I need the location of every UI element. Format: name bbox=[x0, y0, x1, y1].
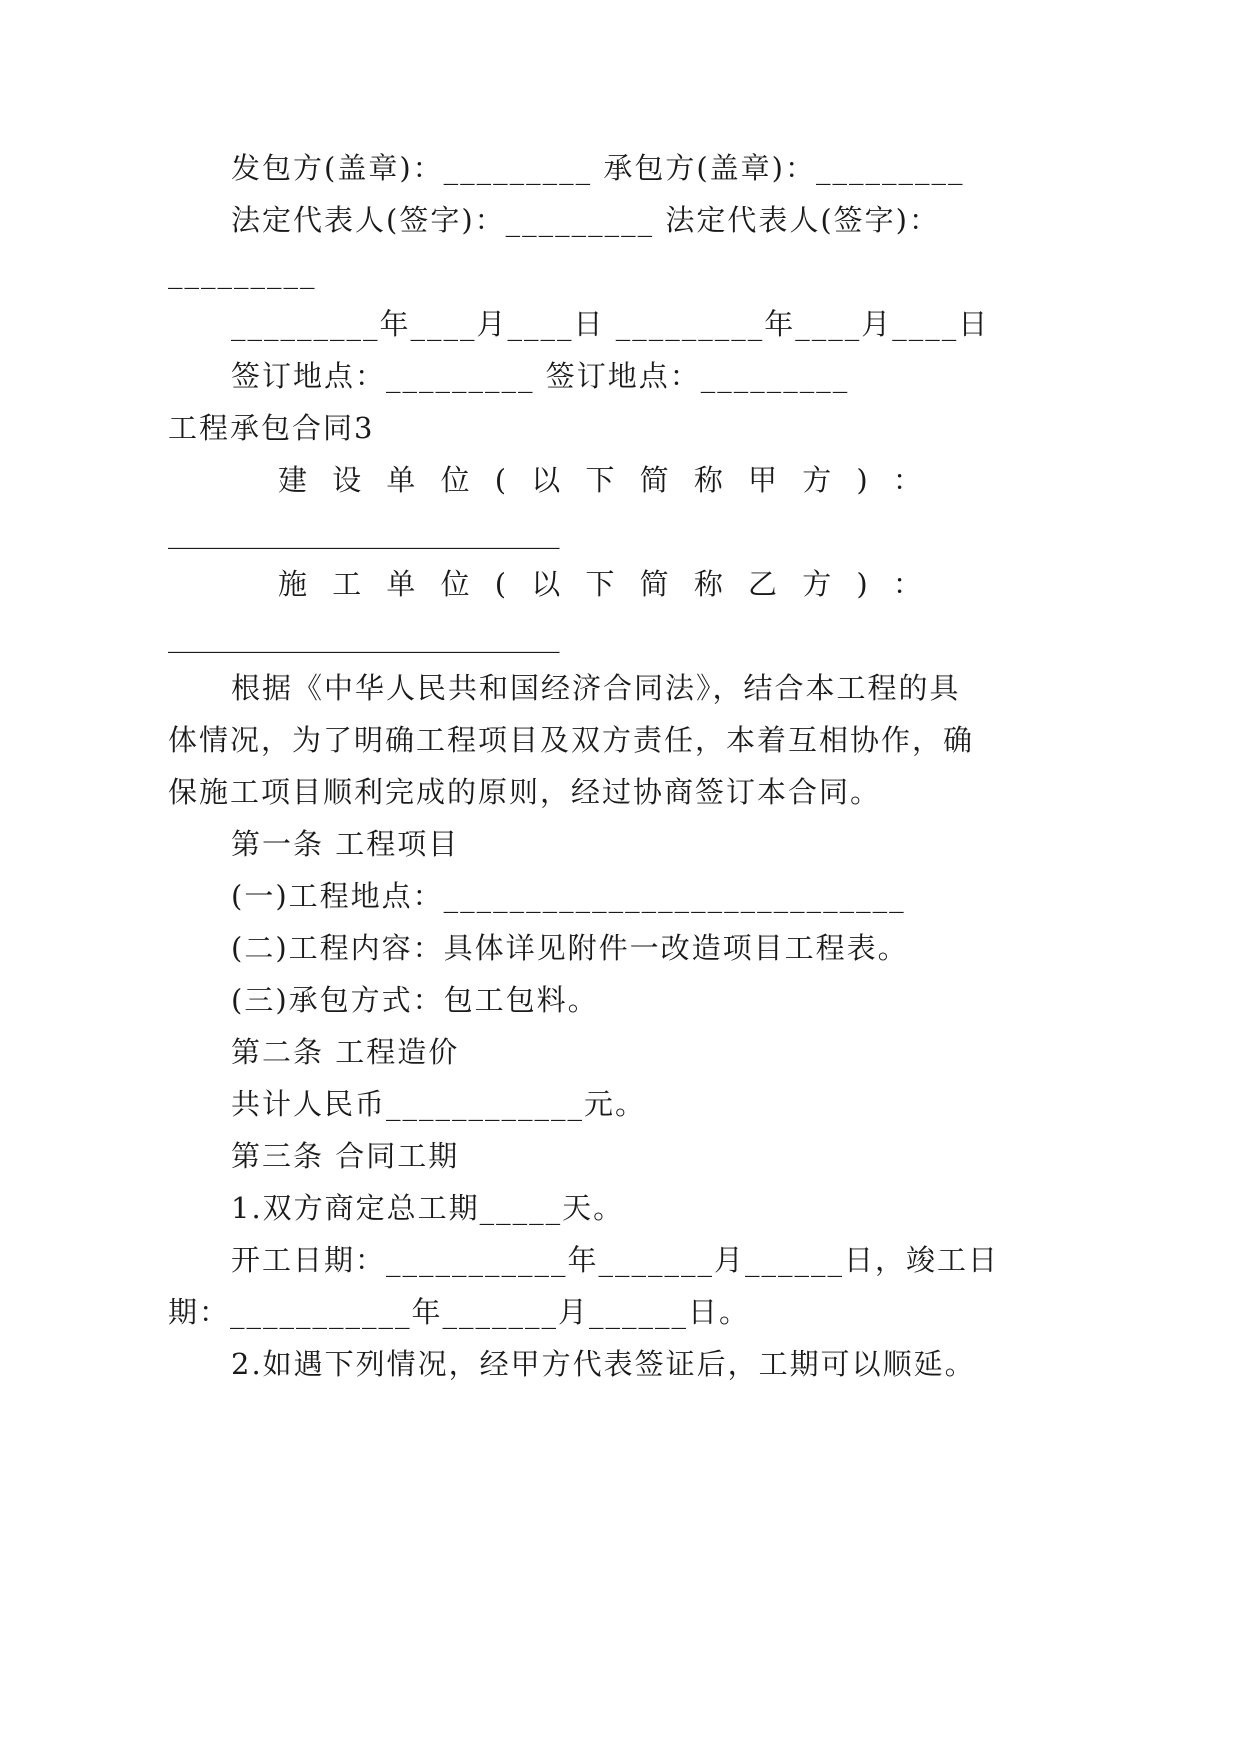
party-b-char: 称 bbox=[693, 567, 723, 601]
preamble-line: 根据《中华人民共和国经济合同法》，结合本工程的具 bbox=[231, 671, 961, 705]
party-a-char: ( bbox=[494, 463, 507, 497]
party-b-char: 以 bbox=[531, 567, 561, 601]
party-b-char: 位 bbox=[440, 567, 470, 601]
section-title: 工程承包合同3 bbox=[168, 411, 375, 445]
signature-seal-line: 发包方(盖章)：_________ 承包方(盖章)：_________ bbox=[231, 151, 965, 185]
signature-place-line: 签订地点：_________ 签订地点：_________ bbox=[231, 359, 850, 393]
party-a-char: 简 bbox=[639, 463, 669, 497]
party-b-char: ( bbox=[494, 567, 507, 601]
party-a-char: 下 bbox=[585, 463, 615, 497]
party-b-char: 方 bbox=[802, 567, 832, 601]
party-b-blank: ___________________________ bbox=[168, 619, 560, 653]
party-a-char: 方 bbox=[802, 463, 832, 497]
party-a-char: 甲 bbox=[748, 463, 778, 497]
party-a-char: 称 bbox=[693, 463, 723, 497]
party-b-char: 施 bbox=[278, 567, 308, 601]
article-item: 共计人民币____________元。 bbox=[231, 1087, 647, 1121]
party-b-char: 下 bbox=[585, 567, 615, 601]
party-a-char: 位 bbox=[440, 463, 470, 497]
party-b-char: 简 bbox=[639, 567, 669, 601]
signature-date-line: _________年____月____日 _________年____月____日 bbox=[231, 307, 990, 341]
preamble-line: 体情况，为了明确工程项目及双方责任，本着互相协作，确 bbox=[168, 723, 975, 757]
article-title: 第二条 工程造价 bbox=[231, 1035, 460, 1069]
party-a-label bbox=[278, 460, 922, 500]
signature-representative-line: 法定代表人(签字)：_________ 法定代表人(签字)： bbox=[231, 203, 940, 237]
article-item: (一)工程地点：____________________________ bbox=[231, 879, 906, 913]
party-a-char: 以 bbox=[531, 463, 561, 497]
party-a-char: 建 bbox=[278, 463, 308, 497]
party-a-char: 设 bbox=[332, 463, 362, 497]
party-a-blank: ___________________________ bbox=[168, 515, 560, 549]
article-item: 1.双方商定总工期_____天。 bbox=[231, 1191, 625, 1225]
article-item: (二)工程内容：具体详见附件一改造项目工程表。 bbox=[231, 931, 909, 965]
party-b-char: ： bbox=[892, 567, 922, 601]
party-b-label bbox=[278, 564, 922, 604]
party-b-char: ) bbox=[856, 567, 868, 601]
signature-representative-blank: _________ bbox=[168, 255, 317, 289]
party-a-char: 单 bbox=[386, 463, 416, 497]
party-a-char: ： bbox=[892, 463, 922, 497]
article-title: 第一条 工程项目 bbox=[231, 827, 460, 861]
article-item: (三)承包方式：包工包料。 bbox=[231, 983, 599, 1017]
party-a-char: ) bbox=[856, 463, 868, 497]
party-b-char: 乙 bbox=[748, 567, 778, 601]
article-item: 开工日期：___________年_______月______日，竣工日 bbox=[231, 1243, 1000, 1277]
party-b-char: 工 bbox=[332, 567, 362, 601]
party-b-char: 单 bbox=[386, 567, 416, 601]
preamble-line: 保施工项目顺利完成的原则，经过协商签订本合同。 bbox=[168, 775, 882, 809]
article-item: 期：___________年_______月______日。 bbox=[168, 1295, 751, 1329]
article-item: 2.如遇下列情况，经甲方代表签证后，工期可以顺延。 bbox=[231, 1347, 976, 1381]
article-title: 第三条 合同工期 bbox=[231, 1139, 460, 1173]
